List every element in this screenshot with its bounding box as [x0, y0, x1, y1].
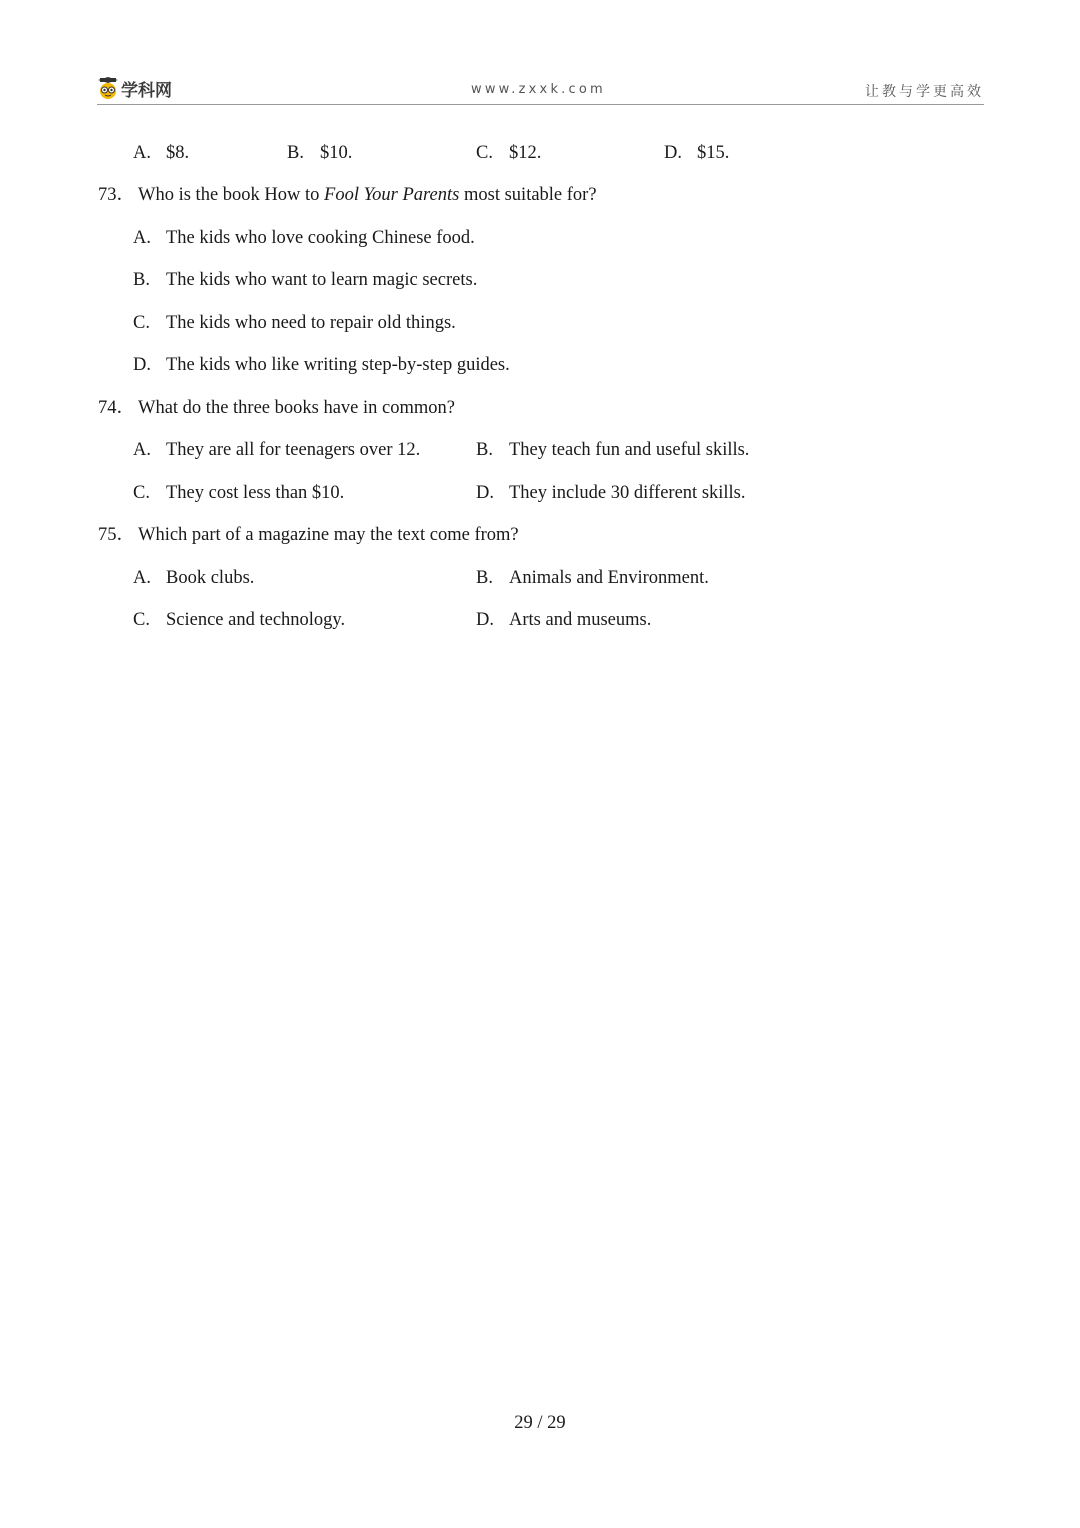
q74-option-c: C. They cost less than $10. [133, 483, 345, 503]
q75-option-a: A. Book clubs. [133, 568, 255, 588]
page-header [97, 72, 984, 105]
site-url: www.zxxk.com [471, 82, 606, 97]
q73-option-b: B. The kids who want to learn magic secrets. [133, 270, 478, 290]
q75-option-c: C. Science and technology. [133, 610, 346, 630]
q74-option-b: B. They teach fun and useful skills. [476, 440, 750, 460]
q73-option-d: D. The kids who like writing step-by-step guides. [133, 355, 510, 375]
page-number: 29 / 29 [514, 1413, 566, 1433]
q72-option-a: A. $8. [133, 143, 190, 163]
q74-option-a: A. They are all for teenagers over 12. [133, 440, 421, 460]
question-number: 75． [98, 525, 136, 545]
q74-option-d: D. They include 30 different skills. [476, 483, 746, 503]
q75-option-b: B. Animals and Environment. [476, 568, 709, 588]
q73-option-a: A. The kids who love cooking Chinese food. [133, 228, 475, 248]
logo [97, 76, 172, 100]
logo-text: 学科网 [121, 80, 172, 101]
q72-option-b: B. $10. [287, 143, 353, 163]
q73-option-c: C. The kids who need to repair old things. [133, 313, 456, 333]
question-73-stem: 73． Who is the book How to Fool Your Parents most suitable for? [98, 185, 597, 205]
q72-option-c: C. $12. [476, 143, 542, 163]
question-74-stem: 74． What do the three books have in common? [98, 398, 455, 418]
slogan: 让教与学更高效 [865, 84, 984, 100]
q75-option-d: D. Arts and museums. [476, 610, 652, 630]
owl-logo-icon [97, 77, 119, 99]
question-75-stem: 75． Which part of a magazine may the text come from? [98, 525, 519, 545]
book-title: Fool Your Parents [324, 185, 460, 205]
question-number: 74． [98, 398, 136, 418]
question-number: 73． [98, 185, 136, 205]
q72-option-d: D. $15. [664, 143, 730, 163]
